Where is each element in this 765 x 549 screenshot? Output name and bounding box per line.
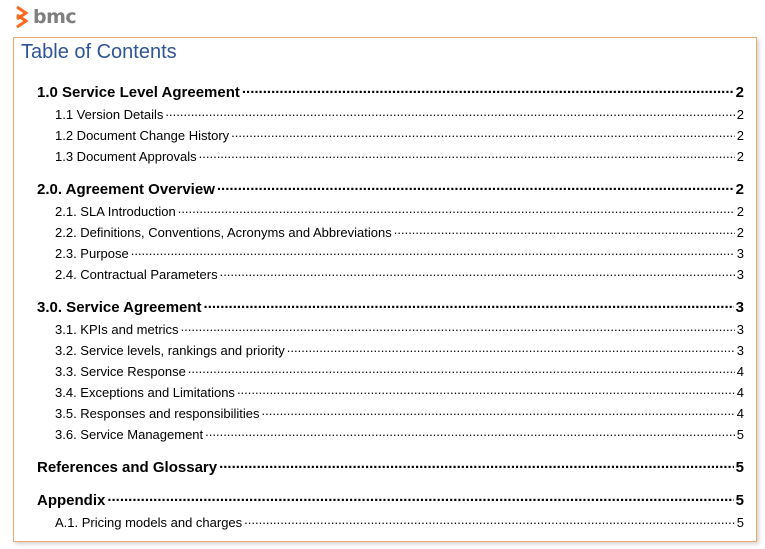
- toc-entry-label: 2.1. SLA Introduction: [55, 204, 176, 219]
- toc-entry-label: 3.5. Responses and responsibilities: [55, 406, 260, 421]
- toc-page-number: 5: [736, 427, 744, 442]
- toc-entry-label: 2.2. Definitions, Conventions, Acronyms and Abbreviations: [55, 225, 392, 240]
- toc-entry-label: 3.1. KPIs and metrics: [55, 322, 179, 337]
- toc-page-number: 2: [736, 128, 744, 143]
- toc-page-number: 2: [736, 107, 744, 122]
- toc-entry-label: 3.3. Service Response: [55, 364, 186, 379]
- toc-page-number: 5: [735, 492, 744, 509]
- toc-page-number: 5: [735, 459, 744, 476]
- toc-subentry[interactable]: [55, 224, 744, 240]
- toc-page-number: 2: [736, 225, 744, 240]
- toc-dot-leader: [220, 266, 735, 279]
- toc-page-number: 5: [736, 515, 744, 530]
- toc-page-number: 3: [736, 246, 744, 261]
- toc-page-number: 2: [736, 149, 744, 164]
- toc-dot-leader: [217, 179, 734, 194]
- toc-dot-leader: [231, 127, 735, 140]
- toc-dot-leader: [199, 148, 735, 161]
- toc-entry-label: 1.0 Service Level Agreement: [37, 84, 240, 101]
- toc-subentry[interactable]: [55, 106, 744, 122]
- toc-subentry[interactable]: [55, 405, 744, 421]
- toc-entry-label: 1.2 Document Change History: [55, 128, 230, 143]
- bmc-logo-text: bmc: [33, 6, 77, 28]
- toc-page-number: 3: [736, 322, 744, 337]
- toc-dot-leader: [131, 245, 735, 258]
- toc-subentry[interactable]: [55, 245, 744, 261]
- toc-entry-label: 3.6. Service Management: [55, 427, 204, 442]
- toc-page-number: 3: [735, 299, 744, 316]
- toc-heading-entry[interactable]: [37, 457, 744, 476]
- toc-subentry[interactable]: [55, 342, 744, 358]
- toc-entry-label: 2.4. Contractual Parameters: [55, 267, 218, 282]
- toc-heading-entry[interactable]: [37, 179, 744, 198]
- toc-entry-label: A.1. Pricing models and charges: [55, 515, 243, 530]
- toc-entry-label: 2.3. Purpose: [55, 246, 129, 261]
- toc-title: Table of Contents: [21, 41, 177, 63]
- toc-dot-leader: [262, 405, 735, 418]
- toc-subentry[interactable]: [55, 384, 744, 400]
- toc-subentry[interactable]: [55, 148, 744, 164]
- toc-subentry[interactable]: [55, 514, 744, 530]
- toc-dot-leader: [242, 82, 734, 97]
- bmc-chevron-icon: [14, 5, 30, 29]
- toc-entry-label: 3.0. Service Agreement: [37, 299, 202, 316]
- toc-entry-label: 1.1 Version Details: [55, 107, 164, 122]
- toc-heading-entry[interactable]: [37, 490, 744, 509]
- toc-dot-leader: [188, 363, 735, 376]
- toc-subentry[interactable]: [55, 321, 744, 337]
- toc-dot-leader: [107, 490, 733, 505]
- toc-entry-label: 3.2. Service levels, rankings and priority: [55, 343, 285, 358]
- toc-dot-leader: [178, 203, 735, 216]
- toc-subentry[interactable]: [55, 426, 744, 442]
- toc-entry-label: 3.4. Exceptions and Limitations: [55, 385, 235, 400]
- toc-page-number: 2: [736, 204, 744, 219]
- toc-entry-label: 2.0. Agreement Overview: [37, 181, 215, 198]
- toc-heading-entry[interactable]: [37, 82, 744, 101]
- toc-subentry[interactable]: [55, 127, 744, 143]
- toc-dot-leader: [204, 297, 734, 312]
- toc-dot-leader: [181, 321, 735, 334]
- toc-page-number: 4: [736, 406, 744, 421]
- toc-subentry[interactable]: [55, 203, 744, 219]
- toc-entry-label: Appendix: [37, 492, 106, 509]
- toc-dot-leader: [244, 514, 735, 527]
- bmc-logo: [14, 5, 76, 29]
- toc-entry-label: References and Glossary: [37, 459, 218, 476]
- toc-page-number: 3: [736, 343, 744, 358]
- toc-dot-leader: [219, 457, 734, 472]
- toc-page-number: 4: [736, 364, 744, 379]
- toc-document: [13, 37, 757, 542]
- toc-page-number: 4: [736, 385, 744, 400]
- toc-dot-leader: [287, 342, 735, 355]
- toc-heading-entry[interactable]: [37, 297, 744, 316]
- toc-entry-label: 1.3 Document Approvals: [55, 149, 197, 164]
- toc-page-number: 2: [735, 84, 744, 101]
- toc-dot-leader: [205, 426, 735, 439]
- toc-page-number: 2: [735, 181, 744, 198]
- toc-subentry[interactable]: [55, 363, 744, 379]
- toc-dot-leader: [165, 106, 734, 119]
- toc-subentry[interactable]: [55, 266, 744, 282]
- toc-page-number: 3: [736, 267, 744, 282]
- toc-dot-leader: [237, 384, 735, 397]
- toc-dot-leader: [394, 224, 735, 237]
